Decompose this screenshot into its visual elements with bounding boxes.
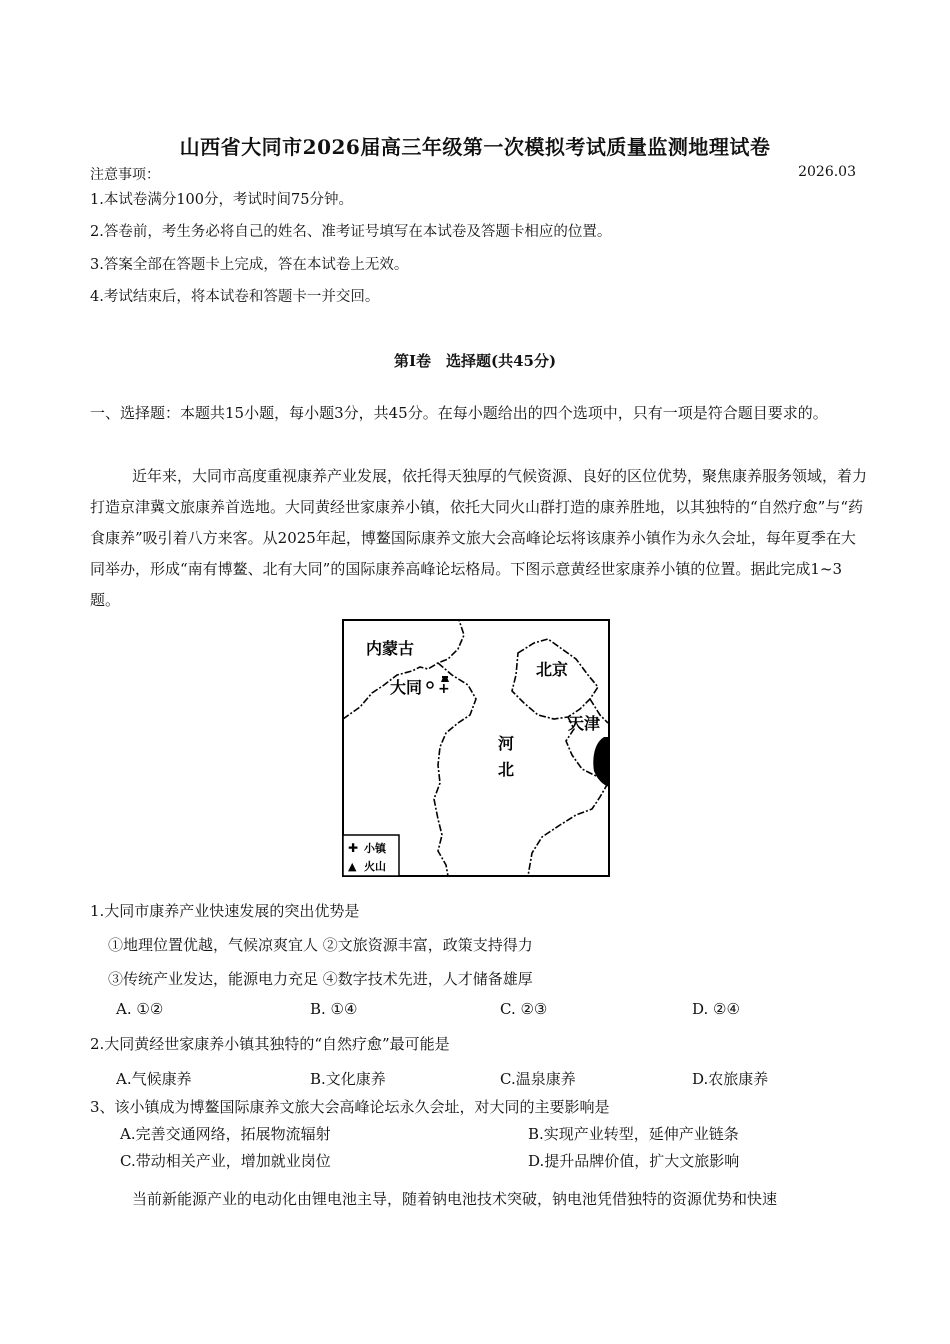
- question-3-option-d[interactable]: D.提升品牌价值，扩大文旅影响: [528, 1152, 740, 1170]
- legend-town-icon: ✚: [348, 841, 359, 855]
- passage-2: 当前新能源产业的电动化由锂电池主导，随着钠电池技术突破，钠电池凭借独特的资源优势和快速: [132, 1190, 778, 1208]
- notice-item: 3.答案全部在答题卡上完成，答在本试卷上无效。: [90, 257, 409, 273]
- question-1-option-c[interactable]: C. ②③: [500, 1000, 548, 1018]
- question-3-option-a[interactable]: A.完善交通网络，拓展物流辐射: [120, 1125, 331, 1143]
- question-1-statement: ①地理位置优越，气候凉爽宜人 ②文旅资源丰富，政策支持得力: [108, 936, 533, 954]
- exam-date: 2026.03: [798, 164, 856, 180]
- legend-town-label: 小镇: [364, 843, 386, 855]
- notice-item: 1.本试卷满分100分，考试时间75分钟。: [90, 192, 353, 208]
- section-title: 第Ⅰ卷 选择题(共45分): [393, 352, 557, 370]
- notice-label: 注意事项：: [90, 167, 160, 183]
- instruction: 一、选择题：本题共15小题，每小题3分，共45分。在每小题给出的四个选项中，只有一项是符合题目要求的。: [90, 404, 828, 422]
- notice-item: 2.答卷前，考生务必将自己的姓名、准考证号填写在本试卷及答题卡相应的位置。: [90, 224, 612, 240]
- passage-1: 近年来，大同市高度重视康养产业发展，依托得天独厚的气候资源、良好的区位优势，聚焦康养服务领域，着力打造京津冀文旅康养首选地。大同黄经世家康养小镇，依托大同火山群打造的康养胜地，以其独特的“自然疗愈”与“药食康养”吸引着八方来客。从2025年起，博鳌国际康养文旅大会高峰论坛将该康养小镇作为永久会址，每年夏季在大同举办，形成“南有博鳌、北有大同”的国际康养高峰论坛格局。下图示意黄经世家康养小镇的位置。据此完成1~3题。: [90, 467, 868, 609]
- location-map: [342, 619, 610, 877]
- label-neimenggu: 内蒙古: [366, 641, 415, 658]
- question-1-option-d[interactable]: D. ②④: [692, 1000, 740, 1018]
- exam-title: 山西省大同市2026届高三年级第一次模拟考试质量监测地理试卷: [179, 135, 771, 159]
- question-1-stem: 1.大同市康养产业快速发展的突出优势是: [90, 902, 360, 920]
- label-beijing: 北京: [536, 662, 569, 679]
- question-1-option-a[interactable]: A. ①②: [116, 1000, 164, 1018]
- label-hebei: 北: [498, 762, 515, 779]
- legend-volcano-icon: ▲: [348, 860, 357, 873]
- question-1-statement: ③传统产业发达，能源电力充足 ④数字技术先进，人才储备雄厚: [108, 970, 533, 988]
- label-tianjin: 天津: [568, 716, 601, 733]
- label-hebei: 河: [498, 736, 515, 753]
- question-3-option-c[interactable]: C.带动相关产业，增加就业岗位: [120, 1152, 331, 1170]
- question-1-option-b[interactable]: B. ①④: [310, 1000, 358, 1018]
- question-3-stem: 3、该小镇成为博鳌国际康养文旅大会高峰论坛永久会址，对大同的主要影响是: [90, 1098, 610, 1116]
- town-icon: +: [438, 681, 450, 697]
- label-datong: 大同: [390, 680, 423, 697]
- question-2-option-a[interactable]: A.气候康养: [116, 1070, 192, 1088]
- notice-item: 4.考试结束后，将本试卷和答题卡一并交回。: [90, 289, 380, 305]
- question-2-stem: 2.大同黄经世家康养小镇其独特的“自然疗愈”最可能是: [90, 1035, 450, 1053]
- question-2-option-b[interactable]: B.文化康养: [310, 1070, 386, 1088]
- legend-volcano-label: 火山: [364, 861, 386, 873]
- question-2-option-d[interactable]: D.农旅康养: [692, 1070, 769, 1088]
- question-2-option-c[interactable]: C.温泉康养: [500, 1070, 576, 1088]
- question-3-option-b[interactable]: B.实现产业转型，延伸产业链条: [528, 1125, 739, 1143]
